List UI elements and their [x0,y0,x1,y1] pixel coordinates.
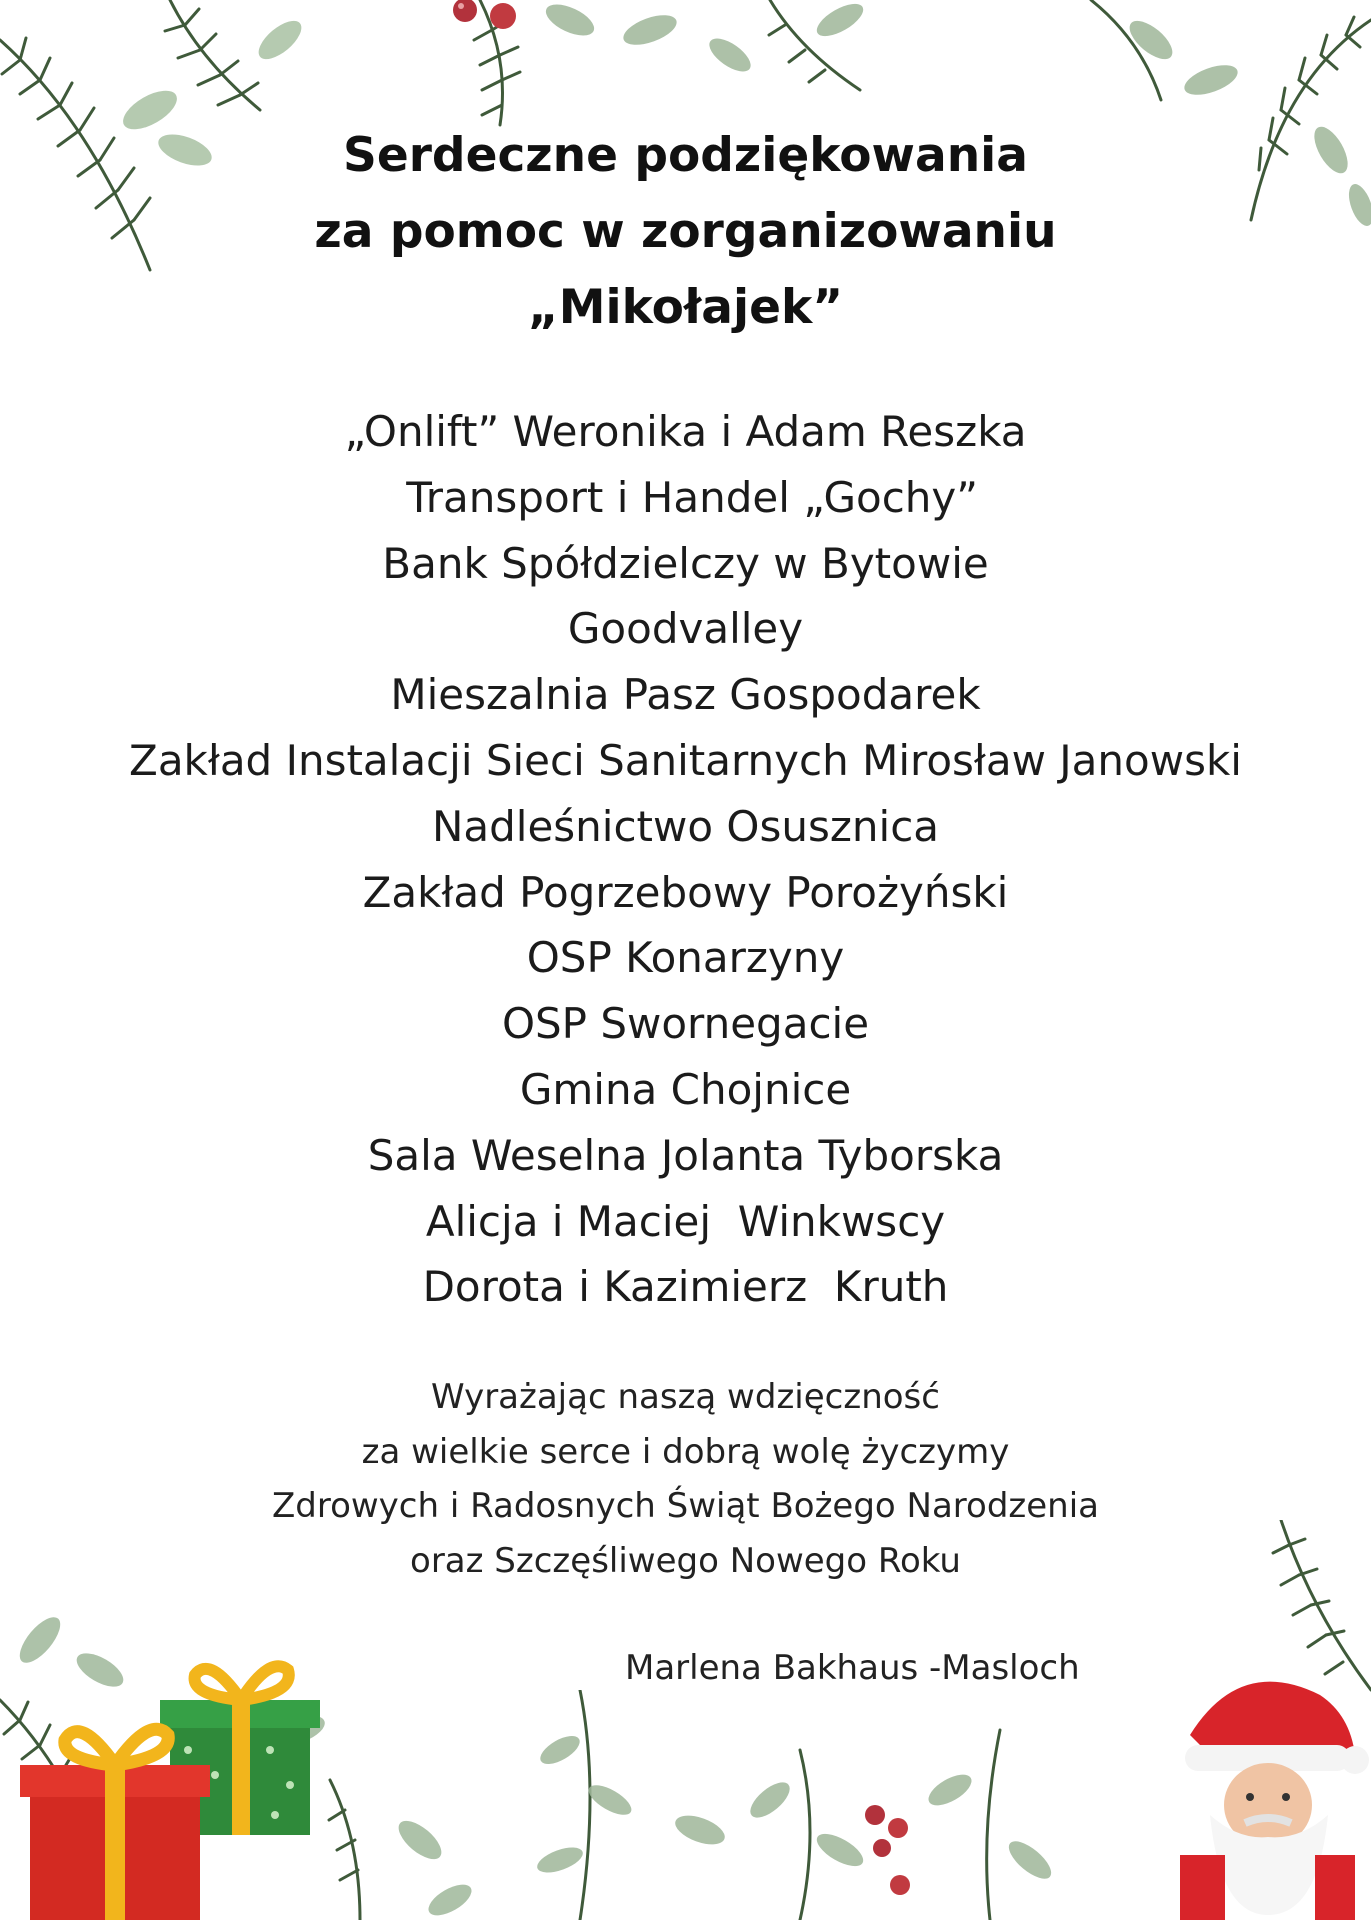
sponsor-item: Alicja i Maciej Winkwscy [425,1196,946,1246]
title-line: „Mikołajek” [527,280,844,335]
closing-message [0,1370,1371,1588]
sponsor-item: Zakład Instalacji Sieci Sanitarnych Mirosław Janowski [129,735,1242,785]
sponsor-item: Transport i Handel „Gochy” [392,472,979,522]
closing-line: oraz Szczęśliwego Nowego Roku [410,1540,961,1581]
signature: Marlena Bakhaus -Masloch [625,1648,1080,1688]
sponsor-item: OSP Swornegacie [501,999,870,1049]
sponsor-item: Nadleśnictwo Osusznica [431,801,940,851]
sponsor-item: Goodvalley [567,604,804,654]
eucalyptus-leaf-icon [440,0,900,130]
closing-line: za wielkie serce i dobrą wolę życzymy [361,1431,1010,1472]
page-title [0,118,1371,346]
eucalyptus-leaf-icon [0,1580,480,1920]
closing-line: Wyrażając naszą wdzięczność [431,1377,940,1417]
red-berry-icon [445,0,535,40]
santa-claus-icon [1150,1665,1371,1920]
sponsor-item: „Onlift” Weronika i Adam Reszka [344,407,1027,456]
title-line: za pomoc w zorganizowaniu [314,204,1057,259]
eucalyptus-leaf-icon [520,1690,1080,1920]
sponsor-item: Sala Weselna Jolanta Tyborska [367,1130,1004,1180]
closing-line: Zdrowych i Radosnych Świąt Bożego Narodzenia [271,1486,1100,1526]
gift-box-icon [20,1655,330,1920]
title-line: Serdeczne podziękowania [343,128,1028,183]
sponsor-item: Bank Spółdzielczy w Bytowie [382,538,989,588]
sponsor-item: Dorota i Kazimierz Kruth [422,1262,949,1312]
sponsor-item: Gmina Chojnice [519,1064,852,1114]
sponsor-item: Mieszalnia Pasz Gospodarek [390,670,981,720]
sponsor-list [0,399,1371,1320]
sponsor-item: Zakład Pogrzebowy Porożyński [362,867,1009,917]
sponsor-item: OSP Konarzyny [526,933,845,983]
